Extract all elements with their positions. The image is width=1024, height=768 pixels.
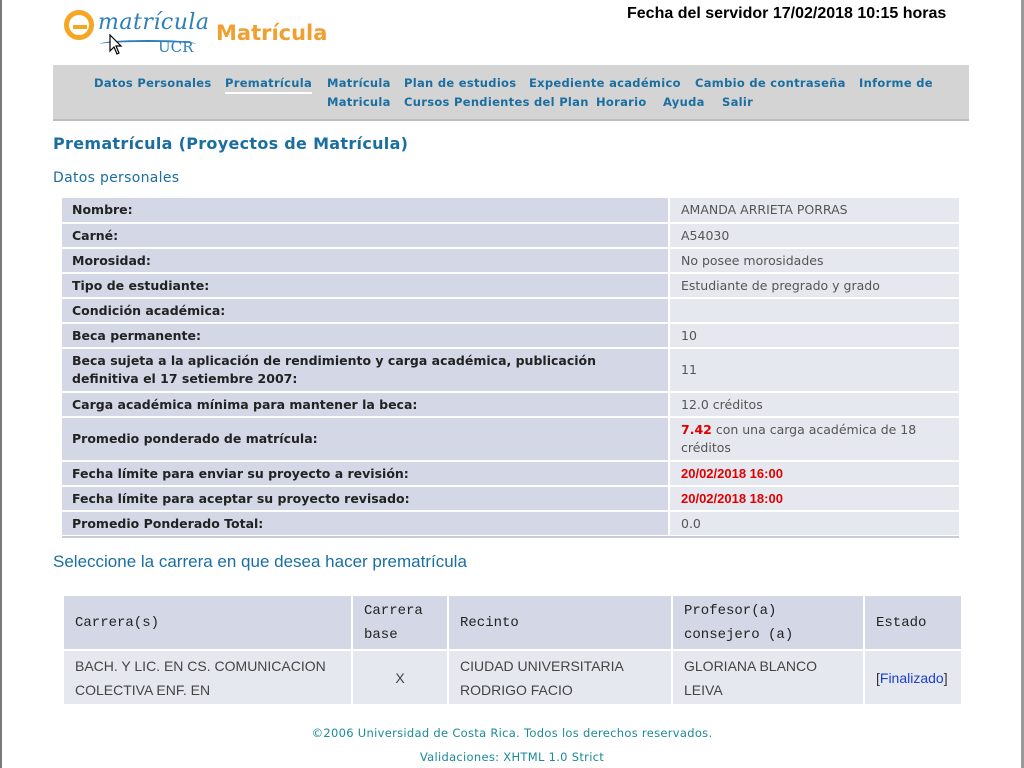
mouse-cursor-icon	[109, 34, 123, 56]
row-value	[670, 299, 959, 322]
table-row	[62, 274, 959, 297]
window-left-border	[0, 0, 2, 768]
column-header-carrera: Carrera(s)	[64, 596, 351, 649]
main-nav	[53, 65, 969, 121]
row-value: A54030	[670, 224, 959, 247]
row-label: Carné:	[62, 224, 668, 247]
page-title: Prematrícula (Proyectos de Matrícula)	[53, 134, 409, 153]
row-label: Fecha límite para enviar su proyecto a revisión:	[62, 462, 668, 485]
nav-prematricula[interactable]: Prematrícula	[225, 76, 312, 94]
cell-estado	[865, 651, 961, 704]
nav-matricula-line2[interactable]: Matricula	[327, 95, 391, 109]
logo-ucr-text: UCR	[158, 38, 194, 56]
nav-plan-de-estudios[interactable]: Plan de estudios	[404, 76, 517, 90]
row-value: No posee morosidades	[670, 249, 959, 272]
promedio-value: 7.42	[681, 422, 712, 437]
row-value: 0.0	[670, 512, 959, 535]
cell-recinto: CIUDAD UNIVERSITARIA RODRIGO FACIO	[449, 651, 671, 704]
cell-profesor: GLORIANA BLANCO LEIVA	[673, 651, 863, 704]
nav-informe-de[interactable]: Informe de	[859, 76, 933, 90]
table-row	[62, 198, 959, 222]
bracket-close: ]	[943, 669, 948, 686]
footer-validation-link[interactable]: Validaciones: XHTML 1.0 Strict	[419, 750, 605, 764]
footer-copyright: ©2006 Universidad de Costa Rica. Todos los derechos reservados.	[311, 726, 713, 740]
table-row	[62, 349, 959, 391]
cell-carrera-base: X	[353, 651, 447, 704]
table-row	[62, 393, 959, 416]
nav-cambio-de-contrasena[interactable]: Cambio de contraseña	[695, 76, 846, 90]
table-row	[62, 487, 959, 510]
table-row	[62, 462, 959, 485]
select-career-heading: Seleccione la carrera en que desea hacer prematrícula	[53, 552, 467, 571]
nav-cursos-pendientes[interactable]: Cursos Pendientes del Plan	[404, 95, 589, 109]
promedio-detail: con una carga académica de 18 créditos	[681, 422, 917, 455]
row-value: 12.0 créditos	[670, 393, 959, 416]
row-label: Promedio ponderado de matrícula:	[62, 418, 668, 460]
row-label: Morosidad:	[62, 249, 668, 272]
bracket-open: [	[876, 669, 880, 686]
nav-expediente-academico[interactable]: Expediente académico	[529, 76, 681, 90]
logo-text: matrícula	[98, 10, 210, 35]
row-value: 11	[670, 349, 959, 391]
table-row	[62, 324, 959, 347]
row-label: Nombre:	[62, 198, 668, 222]
column-header-recinto: Recinto	[449, 596, 671, 649]
row-label: Fecha límite para aceptar su proyecto revisado:	[62, 487, 668, 510]
row-value: Estudiante de pregrado y grado	[670, 274, 959, 297]
table-row	[62, 512, 959, 535]
row-label: Condición académica:	[62, 299, 668, 322]
row-label: Tipo de estudiante:	[62, 274, 668, 297]
row-value: AMANDA ARRIETA PORRAS	[670, 198, 959, 222]
row-label: Promedio Ponderado Total:	[62, 512, 668, 535]
table-divider	[62, 536, 959, 538]
cell-carrera: BACH. Y LIC. EN CS. COMUNICACION COLECTIVA ENF. EN	[64, 651, 351, 704]
row-label: Carga académica mínima para mantener la beca:	[62, 393, 668, 416]
estado-finalizado-link[interactable]: Finalizado	[879, 669, 944, 686]
deadline-value: 20/02/2018 18:00	[670, 487, 959, 510]
column-header-estado: Estado	[865, 596, 961, 649]
nav-matricula[interactable]: Matrícula	[327, 76, 391, 90]
row-value: 10	[670, 324, 959, 347]
logo-e-icon	[64, 10, 94, 40]
column-header-profesor: Profesor(a) consejero (a)	[673, 596, 863, 649]
window-right-gap	[1019, 460, 1021, 760]
section-title-datos-personales: Datos personales	[53, 170, 180, 186]
table-row	[62, 418, 959, 460]
nav-salir[interactable]: Salir	[722, 95, 754, 109]
row-label: Beca permanente:	[62, 324, 668, 347]
nav-ayuda[interactable]: Ayuda	[663, 95, 705, 109]
nav-datos-personales[interactable]: Datos Personales	[94, 76, 212, 90]
row-label: Beca sujeta a la aplicación de rendimiento y carga académica, publicación definitiva el 17 setiembre 2007:	[62, 349, 668, 391]
server-time: Fecha del servidor 17/02/2018 10:15 horas	[627, 5, 947, 22]
ematricula-logo[interactable]	[60, 8, 210, 58]
table-row	[62, 224, 959, 247]
table-row	[62, 249, 959, 272]
column-header-carrera-base: Carrera base	[353, 596, 447, 649]
app-title: Matrícula	[216, 21, 328, 45]
table-row	[62, 299, 959, 322]
deadline-value: 20/02/2018 16:00	[670, 462, 959, 485]
nav-horario[interactable]: Horario	[596, 95, 647, 109]
row-value	[670, 418, 959, 460]
